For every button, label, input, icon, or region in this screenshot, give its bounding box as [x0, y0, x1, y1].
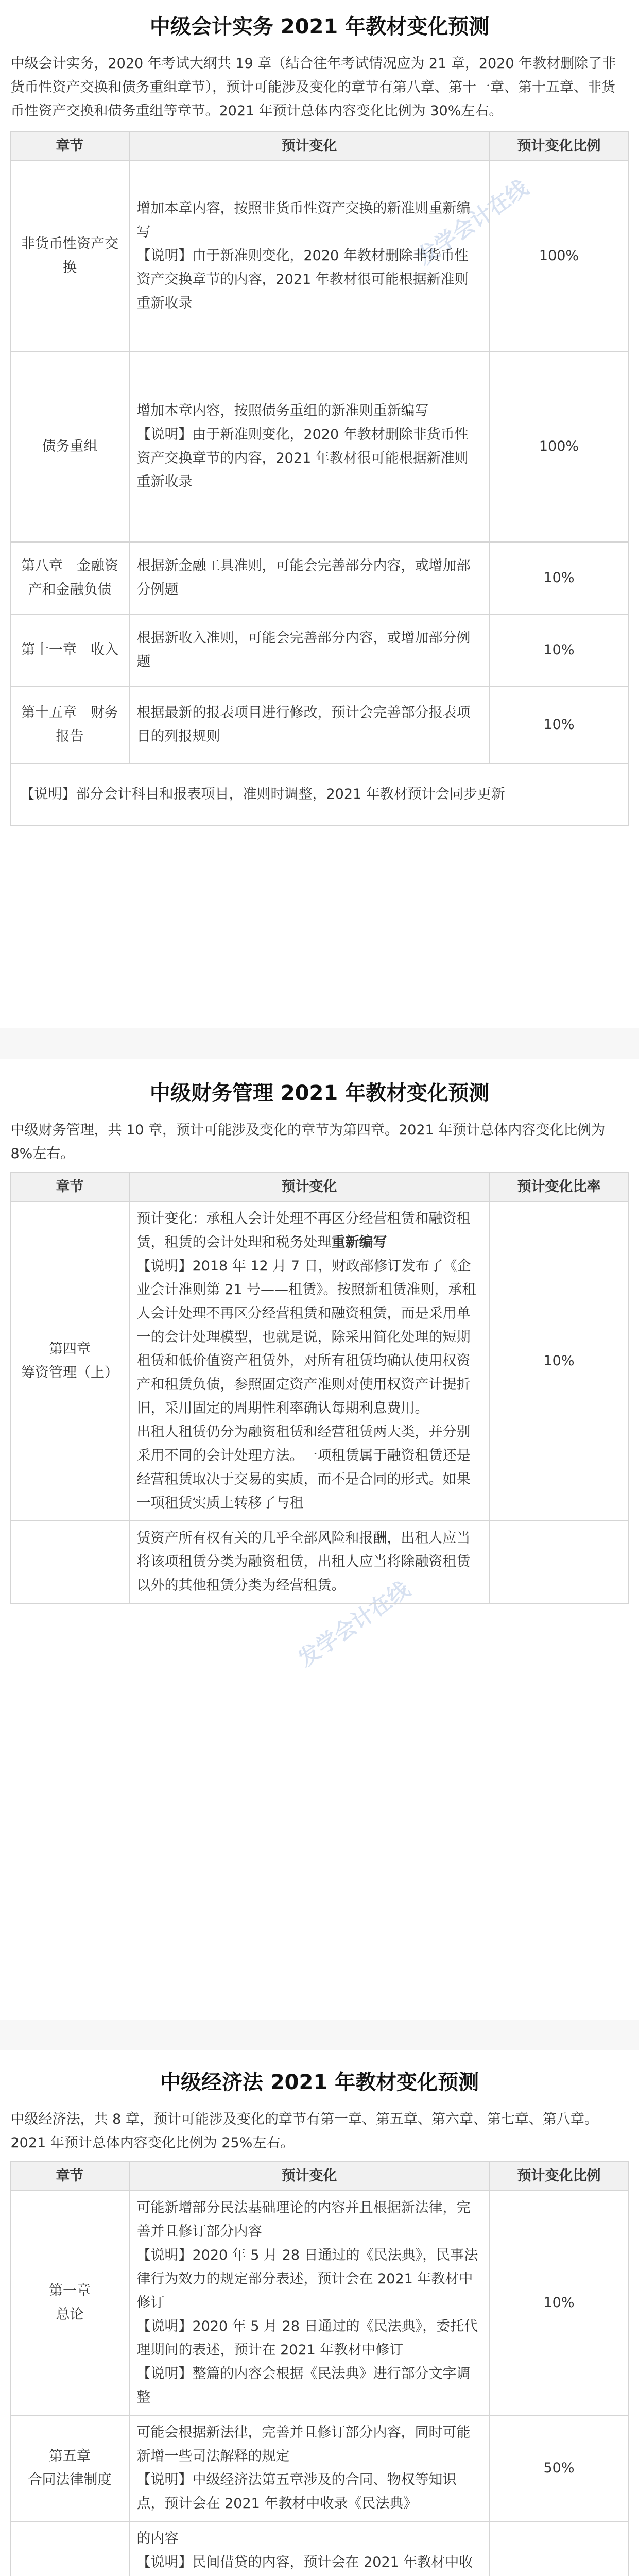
header-chapter: 章节	[11, 1173, 129, 1201]
table-row	[11, 614, 629, 686]
watermark: 发学会计在线	[293, 1576, 415, 1672]
accounting-section	[0, 10, 639, 826]
change-cell	[129, 1201, 490, 1521]
table-row	[11, 161, 629, 351]
table-row	[11, 2415, 629, 2521]
section-title: 中级经济法 2021 年教材变化预测	[160, 2071, 479, 2094]
header-pct: 预计变化比率	[490, 1173, 629, 1201]
pct-cell: 100%	[490, 161, 629, 351]
table-row	[11, 542, 629, 614]
change-cell: 根据最新的报表项目进行修改，预计会完善部分报表项目的列报规则	[129, 686, 490, 764]
chapter-cell: 第四章 筹资管理（上）	[11, 1201, 129, 1521]
empty-cell	[490, 2521, 629, 2576]
section-title: 中级财务管理 2021 年教材变化预测	[149, 1081, 490, 1105]
empty-cell	[490, 1521, 629, 1603]
economics-section	[0, 2066, 639, 2576]
table-row	[11, 2191, 629, 2415]
table-row	[11, 1521, 629, 1603]
change-cell: 根据新收入准则，可能会完善部分内容，或增加部分例题	[129, 614, 490, 686]
change-cell: 增加本章内容，按照债务重组的新准则重新编写 【说明】由于新准则变化，2020 年教材删除非货币性资产交换章节的内容，2021 年教材很可能根据新准则重新收录	[129, 351, 490, 542]
change-cell: 增加本章内容，按照非货币性资产交换的新准则重新编写 【说明】由于新准则变化，2020 年教材删除非货币性资产交换章节的内容，2021 年教材很可能根据新准则重新收录	[129, 161, 490, 351]
section-intro: 中级财务管理，共 10 章，预计可能涉及变化的章节为第四章。2021 年预计总体内容变化比例为 8%左右。	[10, 1122, 606, 1162]
chapter-cell: 第十五章 财务报告	[11, 686, 129, 764]
pct-cell: 10%	[490, 2191, 629, 2415]
section-intro: 中级会计实务，2020 年考试大纲共 19 章（结合往年考试情况应为 21 章，2020 年教材删除了非货币性资产交换和债务重组章节），预计可能涉及变化的章节有第八章、第十一章、第十五章、非货币性资产交换和债务重组等章节。2021 年预计总体内容变化比例为 30%左右。	[10, 56, 616, 119]
header-change: 预计变化	[129, 132, 490, 161]
header-change: 预计变化	[129, 2162, 490, 2191]
continuation-cell: 的内容 【说明】民间借贷的内容，预计会在 2021 年教材中收	[129, 2521, 490, 2576]
table-header-row	[11, 2162, 629, 2191]
pct-cell: 10%	[490, 542, 629, 614]
table-row	[11, 351, 629, 542]
table-header-row	[11, 1173, 629, 1201]
header-pct: 预计变化比例	[490, 132, 629, 161]
change-cell: 根据新金融工具准则，可能会完善部分内容，或增加部分例题	[129, 542, 490, 614]
pct-cell: 10%	[490, 614, 629, 686]
pct-cell: 10%	[490, 686, 629, 764]
change-cell: 可能会根据新法律，完善并且修订部分内容，同时可能新增一些司法解释的规定 【说明】中级经济法第五章涉及的合同、物权等知识点，预计会在 2021 年教材中收录《民法典》	[129, 2415, 490, 2521]
table-row	[11, 2521, 629, 2576]
section-divider	[0, 1028, 639, 1059]
table-row	[11, 686, 629, 764]
accounting-table	[10, 131, 629, 826]
note-row	[11, 764, 629, 825]
chapter-cell: 第五章 合同法律制度	[11, 2415, 129, 2521]
chapter-cell: 债务重组	[11, 351, 129, 542]
pct-cell: 100%	[490, 351, 629, 542]
chapter-cell: 非货币性资产交换	[11, 161, 129, 351]
section-divider	[0, 2020, 639, 2050]
header-chapter: 章节	[11, 132, 129, 161]
pct-cell: 50%	[490, 2415, 629, 2521]
finance-section	[0, 1077, 639, 1604]
header-change: 预计变化	[129, 1173, 490, 1201]
chapter-cell: 第八章 金融资产和金融负债	[11, 542, 129, 614]
change-text: 【说明】2018 年 12 月 7 日，财政部修订发布了《企业会计准则第 21 号——租赁》。按照新租赁准则，承租人会计处理不再区分经营租赁和融资租赁，而是采用单一的会计处理模型，也就是说，除采用简化处理的短期租赁和低价值资产租赁外，对所有租赁均确认使用权资产和租赁负债，参照固定资产准则对使用权资产计提折旧，采用固定的周期性利率确认每期利息费用。 出租人租赁仍分为融资租赁和经营租赁两大类，并分别采用不同的会计处理方法。一项租赁属于融资租赁还是经营租赁取决于交易的实质，而不是合同的形式。如果一项租赁实质上转移了与租	[136, 1258, 476, 1511]
section-title: 中级会计实务 2021 年教材变化预测	[149, 15, 490, 39]
empty-cell	[11, 2521, 129, 2576]
change-cell: 可能新增部分民法基础理论的内容并且根据新法律，完善并且修订部分内容 【说明】2020 年 5 月 28 日通过的《民法典》，民事法律行为效力的规定部分表述，预计会在 2021 年教材中修订 【说明】2020 年 5 月 28 日通过的《民法典》，委托代理期间的表述，预计在 2021 年教材中修订 【说明】整篇的内容会根据《民法典》进行部分文字调整	[129, 2191, 490, 2415]
header-pct: 预计变化比例	[490, 2162, 629, 2191]
chapter-cell: 第十一章 收入	[11, 614, 129, 686]
finance-table	[10, 1172, 629, 1604]
header-chapter: 章节	[11, 2162, 129, 2191]
continuation-cell: 赁资产所有权有关的几乎全部风险和报酬，出租人应当将该项租赁分类为融资租赁，出租人应当将除融资租赁以外的其他租赁分类为经营租赁。	[129, 1521, 490, 1603]
empty-cell	[11, 1521, 129, 1603]
note-cell: 【说明】部分会计科目和报表项目，准则时调整，2021 年教材预计会同步更新	[11, 764, 629, 825]
table-header-row	[11, 132, 629, 161]
chapter-cell: 第一章 总论	[11, 2191, 129, 2415]
section-intro: 中级经济法，共 8 章，预计可能涉及变化的章节有第一章、第五章、第六章、第七章、第八章。2021 年预计总体内容变化比例为 25%左右。	[10, 2111, 598, 2151]
economics-table	[10, 2161, 629, 2576]
change-text: 预计变化：承租人会计处理不再区分经营租赁和融资租赁，租赁的会计处理和税务处理	[136, 1211, 471, 1250]
watermark: 发学会计在线	[412, 175, 533, 270]
pct-cell: 10%	[490, 1201, 629, 1521]
table-row	[11, 1201, 629, 1521]
change-emphasis: 重新编写	[331, 1234, 387, 1250]
